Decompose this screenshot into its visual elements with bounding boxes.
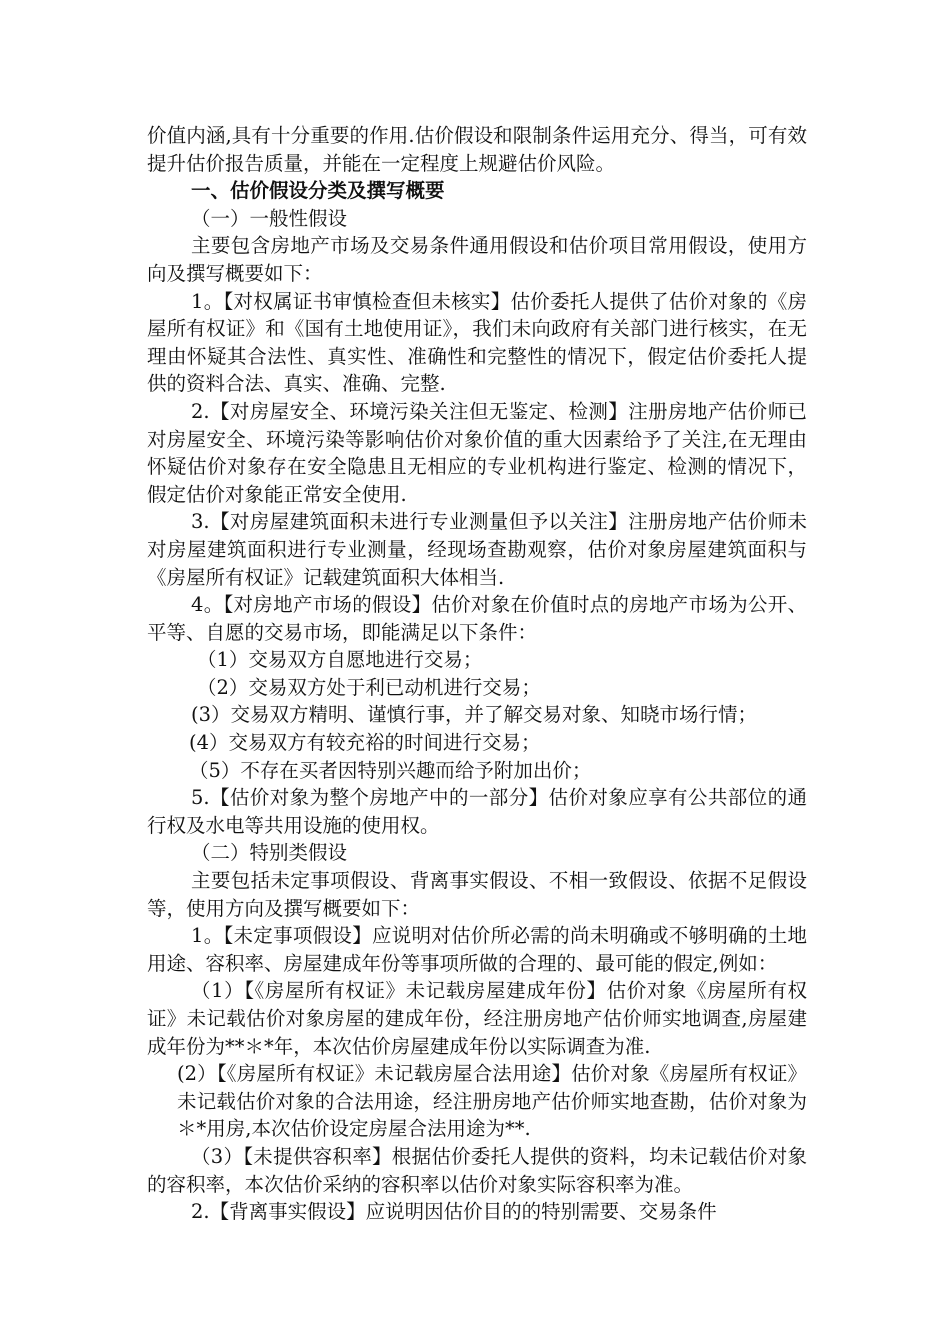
condition-2: （2）交易双方处于利已动机进行交易；: [197, 675, 541, 699]
item-special-1a: （1）【《房屋所有权证》未记载房屋建成年份】估价对象《房屋所有权证》未记载估价对象房屋的建成年份，经注册房地产估价师实地调查,房屋建成年份为**＊*年，本次估价房屋建成年份以实际调查为准.: [147, 979, 807, 1058]
item-special-1b: (2）【《房屋所有权证》未记载房屋合法用途】估价对象《房屋所有权证》未记载估价对象的合法用途，经注册房地产估价师实地查勘，估价对象为＊*用房,本次估价设定房屋合法用途为**.: [177, 1062, 807, 1141]
item-general-2: 2.【对房屋安全、环境污染关注但无鉴定、检测】注册房地产估价师已对房屋安全、环境污染等影响估价对象价值的重大因素给予了关注,在无理由怀疑估价对象存在安全隐患且无相应的专业机构进行鉴定、检测的情况下，假定估价对象能正常安全使用.: [147, 399, 807, 506]
subsection-heading-special: （二）特别类假设: [191, 841, 348, 865]
document-page: [147, 122, 807, 1226]
section-heading: 一、估价假设分类及撰写概要: [191, 179, 445, 203]
item-special-1: 1。【未定事项假设】应说明对估价所必需的尚未明确或不够明确的土地用途、容积率、房屋建成年份等事项所做的合理的、最可能的假定,例如：: [147, 924, 807, 975]
item-general-4: 4。【对房地产市场的假设】估价对象在价值时点的房地产市场为公开、平等、自愿的交易市场，即能满足以下条件：: [147, 593, 807, 644]
item-general-1: 1。【对权属证书审慎检查但未核实】估价委托人提供了估价对象的《房屋所有权证》和《国有土地使用证》，我们未向政府有关部门进行核实，在无理由怀疑其合法性、真实性、准确性和完整性的情况下，假定估价委托人提供的资料合法、真实、准确、完整.: [147, 289, 807, 396]
item-special-2: 2.【背离事实假设】应说明因估价目的的特别需要、交易条件: [191, 1200, 717, 1224]
condition-3: (3）交易双方精明、谨慎行事，并了解交易对象、知晓市场行情；: [191, 703, 758, 727]
condition-1: （1）交易双方自愿地进行交易；: [197, 648, 483, 672]
paragraph-intro: 价值内涵,具有十分重要的作用.估价假设和限制条件运用充分、得当，可有效提升估价报告质量，并能在一定程度上规避估价风险。: [147, 124, 807, 175]
condition-4: (4）交易双方有较充裕的时间进行交易；: [189, 731, 541, 755]
item-special-1c: （3）【未提供容积率】根据估价委托人提供的资料，均未记载估价对象的容积率，本次估价采纳的容积率以估价对象实际容积率为准。: [147, 1144, 807, 1196]
condition-5: （5）不存在买者因特别兴趣而给予附加出价；: [189, 758, 592, 782]
item-general-3: 3.【对房屋建筑面积未进行专业测量但予以关注】注册房地产估价师未对房屋建筑面积进行专业测量，经现场查勘观察，估价对象房屋建筑面积与《房屋所有权证》记载建筑面积大体相当.: [147, 510, 807, 589]
paragraph-general-intro: 主要包含房地产市场及交易条件通用假设和估价项目常用假设，使用方向及撰写概要如下：: [147, 234, 807, 285]
subsection-heading-general: （一）一般性假设: [191, 206, 348, 230]
item-general-5: 5.【估价对象为整个房地产中的一部分】估价对象应享有公共部位的通行权及水电等共用设施的使用权。: [147, 786, 807, 837]
paragraph-special-intro: 主要包括未定事项假设、背离事实假设、不相一致假设、依据不足假设等，使用方向及撰写概要如下：: [147, 869, 807, 920]
